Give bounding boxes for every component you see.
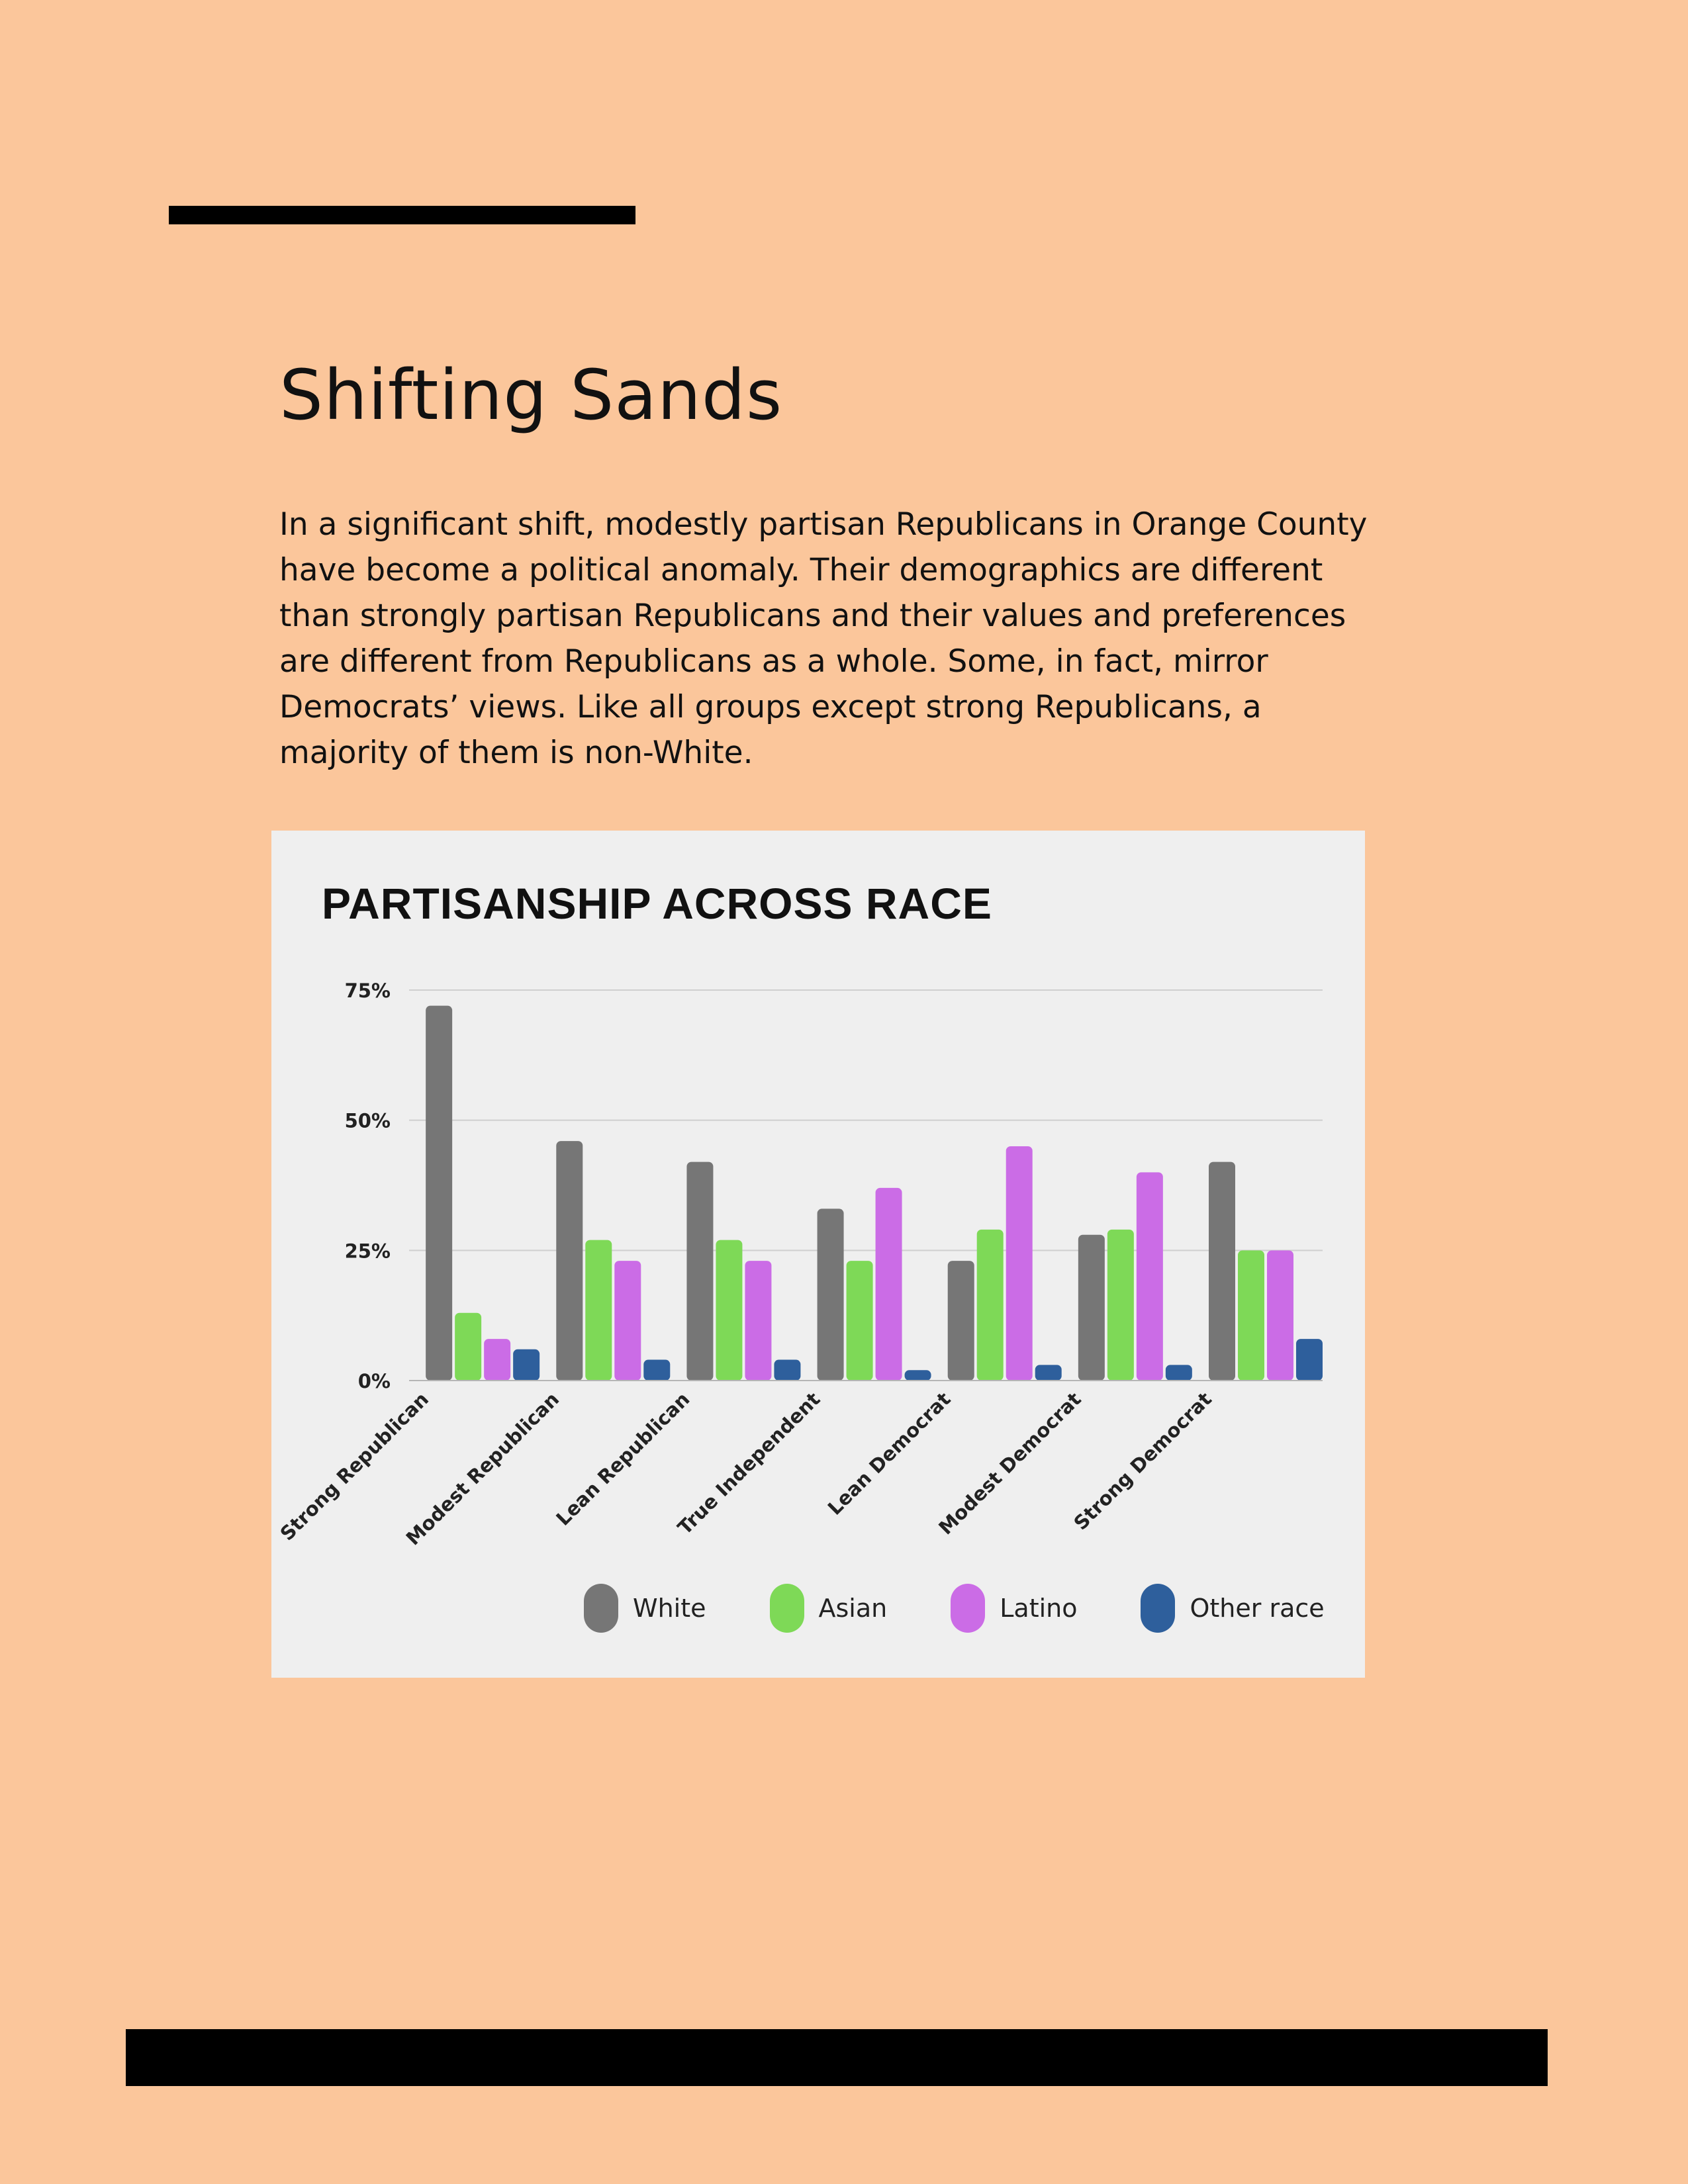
chart-title: PARTISANSHIP ACROSS RACE xyxy=(322,879,992,928)
bar-latino xyxy=(1267,1250,1293,1381)
x-tick-label: Strong Democrat xyxy=(1069,1387,1216,1535)
bar-other-race xyxy=(513,1349,539,1381)
x-tick-label: Modest Republican xyxy=(401,1387,564,1550)
intro-paragraph: In a significant shift, modestly partisan Republicans in Orange County have become a political anomaly. Their demographics are different than strongly partisan Republicans and their values and preferences are different from Republicans as a whole. Some, in fact, mirror Democrats’ views. Like all groups except strong Republicans, a majority of them is non-White. xyxy=(279,506,1368,771)
bar-other-race xyxy=(774,1360,800,1381)
legend-label: White xyxy=(633,1594,706,1623)
legend-item xyxy=(584,1584,706,1633)
legend-item xyxy=(1141,1584,1324,1633)
bar-latino xyxy=(876,1188,902,1381)
bar-latino xyxy=(1006,1146,1033,1381)
chart-card xyxy=(271,831,1365,1678)
bar-latino xyxy=(1137,1172,1163,1381)
x-tick-label: Lean Democrat xyxy=(823,1387,955,1520)
y-tick-label: 75% xyxy=(344,979,391,1002)
bar-other-race xyxy=(1296,1339,1323,1381)
x-tick-label: Modest Democrat xyxy=(934,1387,1086,1539)
bar-white xyxy=(686,1162,713,1381)
x-tick-label: Strong Republican xyxy=(275,1387,434,1545)
legend-label: Asian xyxy=(818,1594,888,1623)
bar-other-race xyxy=(905,1370,931,1381)
bar-other-race xyxy=(1035,1365,1062,1381)
y-tick-label: 25% xyxy=(344,1240,391,1263)
y-tick-label: 50% xyxy=(344,1109,391,1132)
legend-swatch xyxy=(951,1584,985,1633)
legend-label: Latino xyxy=(1000,1594,1078,1623)
bar-asian xyxy=(716,1240,742,1381)
legend-swatch xyxy=(1141,1584,1175,1633)
y-tick-label: 0% xyxy=(357,1370,391,1392)
bar-white xyxy=(1078,1235,1105,1381)
bar-asian xyxy=(1107,1230,1134,1381)
bar-white xyxy=(1209,1162,1235,1381)
bar-asian xyxy=(455,1313,481,1381)
bar-asian xyxy=(847,1261,873,1381)
bar-asian xyxy=(585,1240,612,1381)
bar-white xyxy=(948,1261,974,1381)
top-decorative-bar xyxy=(169,206,635,224)
bar-asian xyxy=(977,1230,1004,1381)
legend-swatch xyxy=(584,1584,618,1633)
bar-latino xyxy=(614,1261,641,1381)
page-heading: Shifting Sands xyxy=(279,355,783,435)
x-tick-label: True Independent xyxy=(673,1387,825,1539)
legend-swatch xyxy=(770,1584,804,1633)
bar-latino xyxy=(484,1339,510,1381)
bottom-decorative-bar xyxy=(126,2029,1548,2086)
x-tick-label: Lean Republican xyxy=(551,1387,694,1530)
legend-item xyxy=(951,1584,1077,1633)
bar-white xyxy=(426,1006,452,1381)
bar-white xyxy=(818,1208,844,1381)
bar-asian xyxy=(1238,1250,1264,1381)
bar-other-race xyxy=(643,1360,670,1381)
chart-legend xyxy=(584,1582,1325,1635)
legend-item xyxy=(770,1584,888,1633)
bar-other-race xyxy=(1166,1365,1192,1381)
legend-label: Other race xyxy=(1190,1594,1325,1623)
bar-white xyxy=(556,1141,583,1381)
bar-chart xyxy=(271,831,1365,1678)
bar-latino xyxy=(745,1261,771,1381)
